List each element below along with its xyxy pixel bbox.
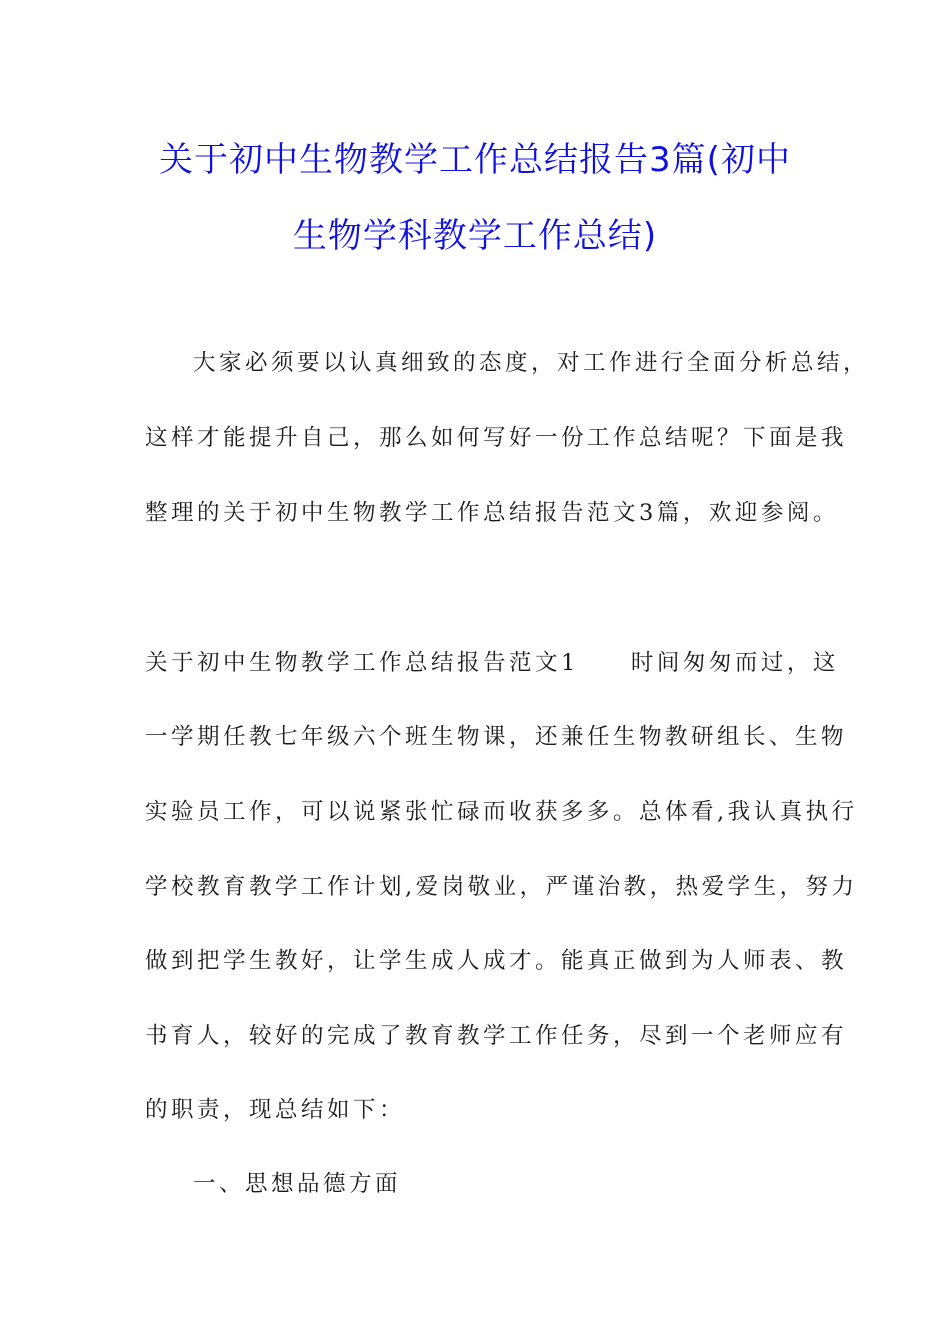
body-line-6: 书育人，较好的完成了教育教学工作任务，尽到一个老师应有 <box>145 1023 848 1049</box>
document-title-line-1: 关于初中生物教学工作总结报告3篇(初中 <box>159 140 791 180</box>
body-line-2: 一学期任教七年级六个班生物课，还兼任生物教研组长、生物 <box>145 724 848 750</box>
intro-line-1: 大家必须要以认真细致的态度，对工作进行全面分析总结， <box>193 350 870 376</box>
document-title-line-2: 生物学科教学工作总结) <box>292 216 658 256</box>
section-heading: 一、思想品德方面 <box>193 1171 402 1197</box>
intro-line-2: 这样才能提升自己，那么如何写好一份工作总结呢？下面是我 <box>145 425 848 451</box>
body-line-4: 学校教育教学工作计划,爱岗敬业，严谨治教，热爱学生，努力 <box>145 874 858 900</box>
body-line-5: 做到把学生教好，让学生成人成才。能真正做到为人师表、教 <box>145 948 848 974</box>
body-line-1: 关于初中生物教学工作总结报告范文1 时间匆匆而过，这 <box>145 650 839 676</box>
body-line-7: 的职责，现总结如下： <box>145 1097 406 1123</box>
body-line-3: 实验员工作，可以说紧张忙碌而收获多多。总体看,我认真执行 <box>145 799 858 825</box>
intro-line-3: 整理的关于初中生物教学工作总结报告范文3篇，欢迎参阅。 <box>145 500 839 526</box>
